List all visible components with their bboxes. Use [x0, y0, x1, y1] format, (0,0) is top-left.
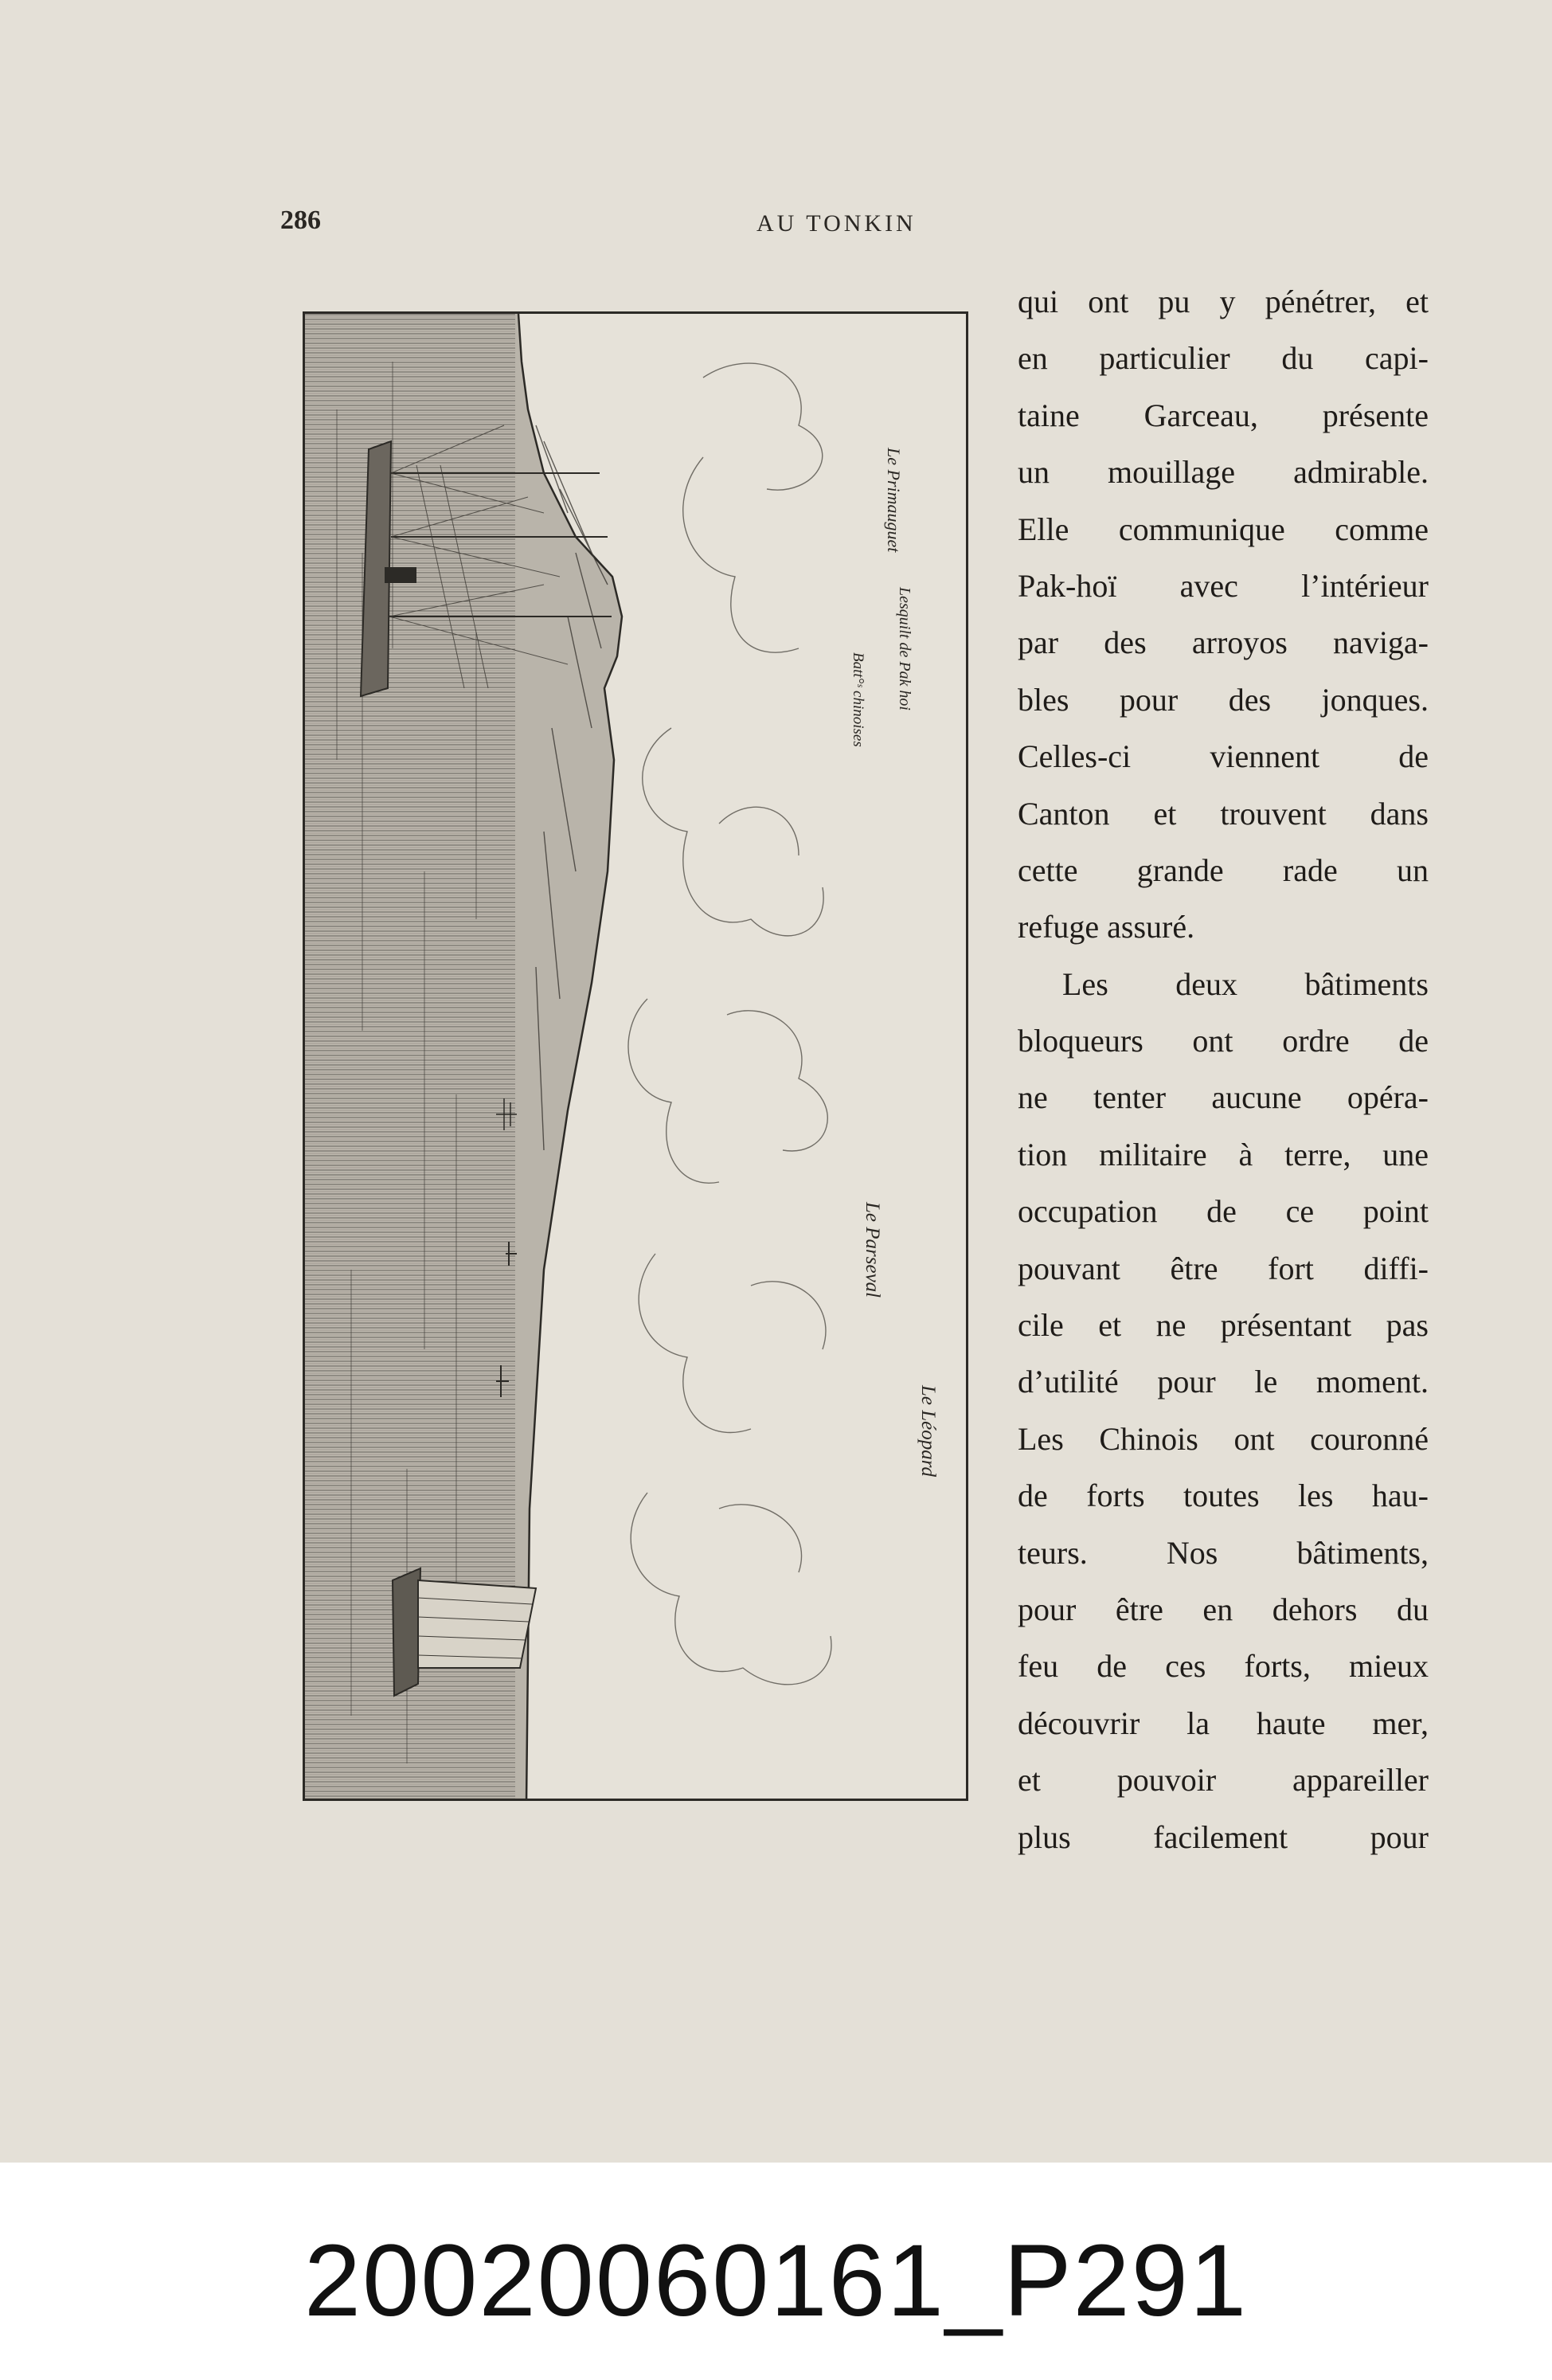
label-parseval: Le Parseval: [862, 1202, 883, 1298]
engraving-plate: [303, 311, 968, 1801]
text-line: bloqueurs ont ordre de: [1018, 1023, 1429, 1059]
text-line: par des arroyos naviga-: [1018, 624, 1429, 661]
text-line: plus facilement pour: [1018, 1818, 1429, 1855]
text-line: Pak-hoï avec l’intérieur: [1018, 567, 1429, 604]
archive-id: 20020060161_P291: [303, 2224, 1249, 2338]
text-line: occupation de ce point: [1018, 1193, 1429, 1230]
text-line: tion militaire à terre, une: [1018, 1136, 1429, 1172]
label-batteries: Batt°ˢ chinoises: [850, 652, 866, 747]
text-line: Celles-ci viennent de: [1018, 738, 1429, 775]
text-line: un mouillage admirable.: [1018, 454, 1429, 491]
running-head: AU TONKIN: [756, 210, 917, 237]
text-line: Les deux bâtiments: [1062, 965, 1429, 1002]
label-leopard: Le Léopard: [917, 1385, 939, 1478]
text-line: ne tenter aucune opéra-: [1018, 1079, 1429, 1116]
text-line: teurs. Nos bâtiments,: [1018, 1534, 1429, 1571]
clouds: [628, 363, 831, 1685]
body-text-column: [1018, 273, 1429, 1865]
text-line: pour être en dehors du: [1018, 1591, 1429, 1627]
text-line: qui ont pu y pénétrer, et: [1018, 284, 1429, 319]
text-line: refuge assuré.: [1018, 909, 1195, 945]
text-line: bles pour des jonques.: [1018, 681, 1429, 718]
text-line: découvrir la haute mer,: [1018, 1705, 1429, 1741]
text-line: et pouvoir appareiller: [1018, 1762, 1429, 1799]
plate-title: Lesquilt de Pak hoi: [896, 587, 913, 710]
text-line: Elle communique comme: [1018, 511, 1429, 547]
label-primauguet: Le Primauguet: [884, 448, 904, 553]
page-number: 286: [280, 206, 321, 235]
text-line: Canton et trouvent dans: [1018, 795, 1429, 832]
paragraph-2: [1018, 956, 1429, 1865]
text-line: feu de ces forts, mieux: [1018, 1648, 1429, 1685]
engraving-drawing: [305, 314, 968, 1801]
text-line: en particulier du capi-: [1018, 340, 1429, 377]
text-line: cile et ne présentant pas: [1018, 1307, 1429, 1344]
paragraph-1: [1018, 273, 1429, 956]
text-line: cette grande rade un: [1018, 851, 1429, 888]
text-line: taine Garceau, présente: [1018, 397, 1429, 433]
text-line: pouvant être fort diffi-: [1018, 1250, 1429, 1286]
text-line: Les Chinois ont couronné: [1018, 1420, 1429, 1457]
text-line: d’utilité pour le moment.: [1018, 1364, 1429, 1400]
text-line: de forts toutes les hau-: [1018, 1478, 1429, 1514]
